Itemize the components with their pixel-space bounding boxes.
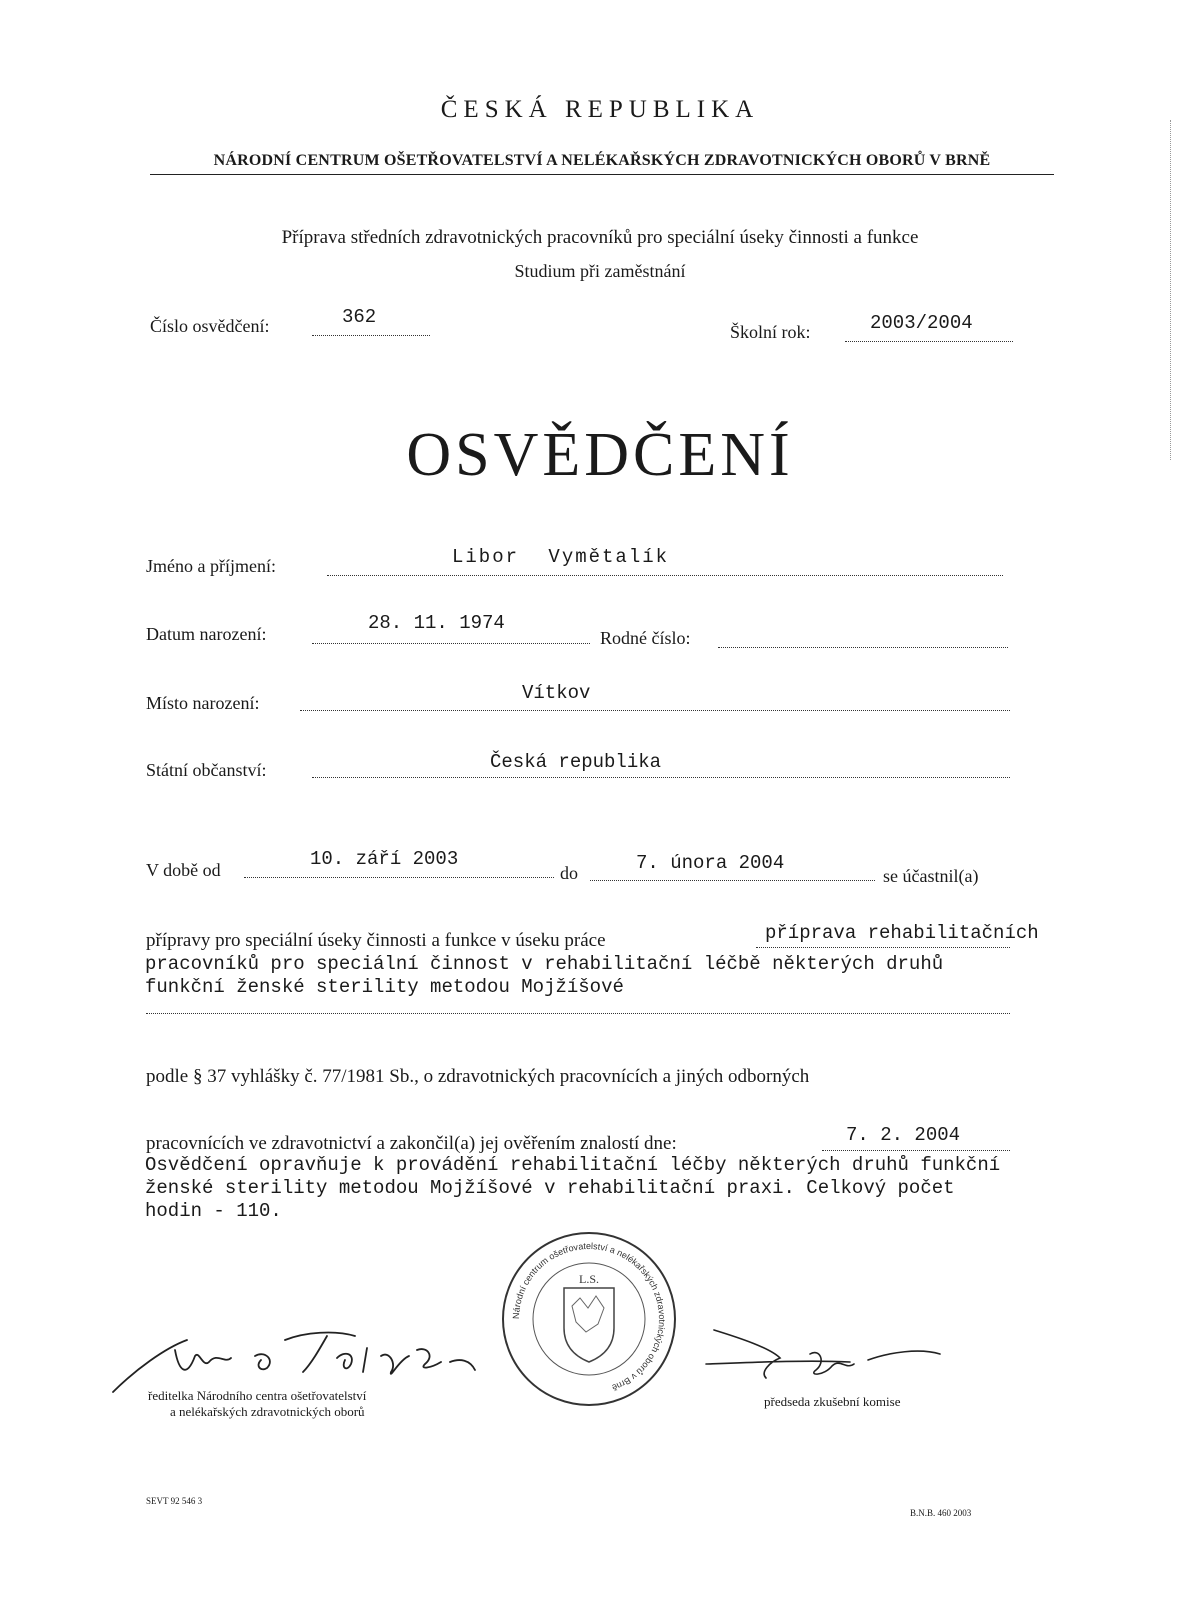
program-title: Příprava středních zdravotnických pracovníků pro speciální úseky činnosti a funkce [281,227,919,248]
legal-text-line2: pracovnících ve zdravotnictví a zakončil(a) jej ověřením znalostí dne: [146,1133,677,1154]
legal-text-line1: podle § 37 vyhlášky č. 77/1981 Sb., o zdravotnických pracovnících a jiných odborných [146,1066,810,1087]
dotted-line [327,575,1003,576]
note-line2: ženské sterility metodou Mojžíšové v rehabilitační praxi. Celkový počet [145,1177,955,1199]
dotted-line [146,1013,1010,1014]
school-year-value: 2003/2004 [870,312,973,334]
director-caption-line1: ředitelka Národního centra ošetřovatelství [148,1388,367,1403]
preparation-field: příprava rehabilitačních [765,922,1039,944]
birth-number-label: Rodné číslo: [600,628,691,648]
dotted-line [718,647,1008,648]
preparation-field-line3: funkční ženské sterility metodou Mojžíšové [145,976,624,998]
footer-print-code: B.N.B. 460 2003 [910,1508,972,1518]
name-label: Jméno a příjmení: [146,556,276,576]
period-to-label: do [560,863,578,883]
institution-name: NÁRODNÍ CENTRUM OŠETŘOVATELSTVÍ A NELÉKAŘSKÝCH ZDRAVOTNICKÝCH OBORŮ V BRNĚ [150,152,1054,175]
dotted-line [300,710,1010,711]
dotted-line [822,1150,1010,1151]
official-stamp [498,1228,680,1410]
committee-chair-signature [700,1318,980,1398]
school-year-label: Školní rok: [730,322,811,342]
citizenship-label: Státní občanství: [146,760,267,780]
period-to-value: 7. února 2004 [636,852,785,874]
exam-date-value: 7. 2. 2004 [846,1124,961,1146]
dotted-line [845,341,1013,342]
preparation-field-line2: pracovníků pro speciální činnost v rehabilitační léčbě některých druhů [145,953,944,975]
director-caption-line2: a nelékařských zdravotnických oborů [170,1404,365,1419]
birth-place-value: Vítkov [522,682,591,704]
document-title: OSVĚDČENÍ [406,421,794,489]
note-line1: Osvědčení opravňuje k provádění rehabilitační léčby některých druhů funkční [145,1154,1001,1176]
certificate-number-value: 362 [342,306,377,328]
country-heading: ČESKÁ REPUBLIKA [440,96,760,123]
committee-chair-caption: předseda zkušební komise [764,1394,901,1409]
dotted-line [590,880,875,881]
dotted-line [244,877,554,878]
stamp-emblem-shield [564,1288,614,1362]
birth-date-value: 28. 11. 1974 [368,612,505,634]
certificate-number-label: Číslo osvědčení: [150,316,270,336]
stamp-emblem-lion [572,1296,604,1332]
participated-label: se účastnil(a) [883,866,979,886]
stamp-ring-text: Národní centrum ošetřovatelství a nelékařských zdravotnických oborů v Brně [510,1240,668,1393]
dotted-line [312,777,1010,778]
name-value: Libor Vymětalík [452,546,670,568]
citizenship-value: Česká republika [490,751,662,773]
footer-form-code: SEVT 92 546 3 [146,1496,203,1506]
study-mode: Studium při zaměstnání [514,261,686,281]
birth-date-label: Datum narození: [146,624,267,644]
period-from-value: 10. září 2003 [310,848,459,870]
dotted-line [312,643,590,644]
dotted-line [312,335,430,336]
period-from-label: V době od [146,860,221,880]
birth-place-label: Místo narození: [146,693,260,713]
dotted-line [756,947,1010,948]
stamp-center-text: L.S. [578,1272,600,1286]
stamp-outer-ring [503,1233,675,1405]
preparation-intro: přípravy pro speciální úseky činnosti a funkce v úseku práce [146,930,606,951]
margin-perforation [1170,120,1175,460]
note-line3: hodin - 110. [145,1200,282,1222]
